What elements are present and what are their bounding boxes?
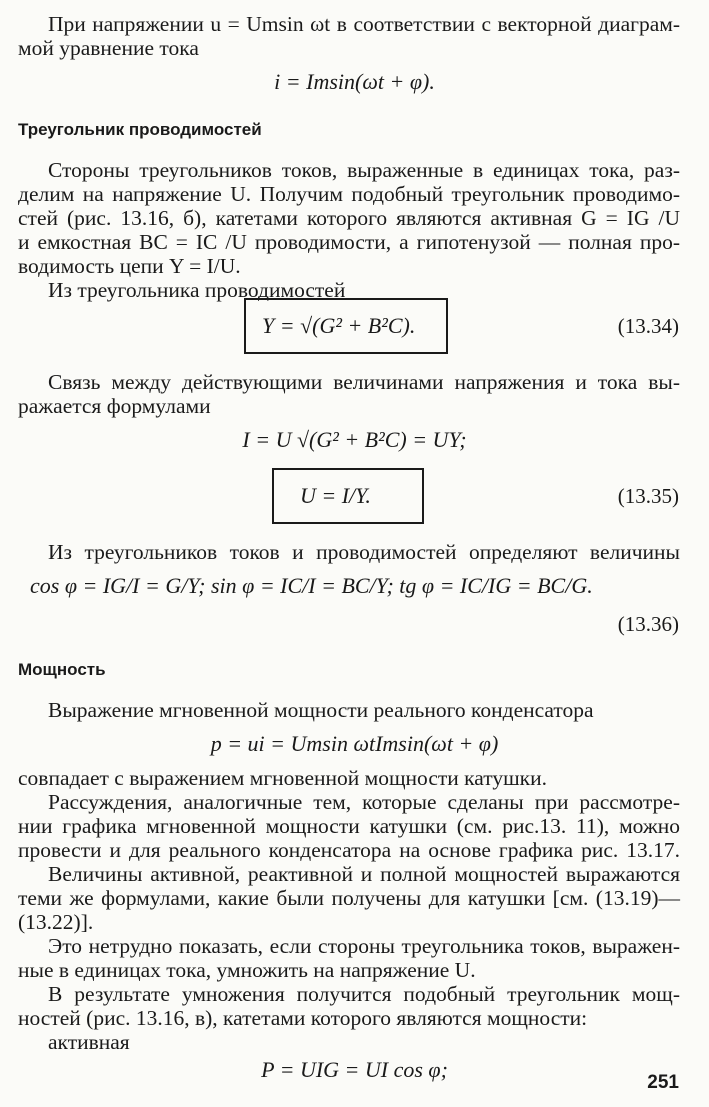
paragraph-line: Связь между действующими величинами напряжения и тока вы- [48, 370, 680, 394]
paragraph-line: стей (рис. 13.16, б), катетами которого являются активная G = IG /U [18, 206, 680, 230]
paragraph-line: Стороны треугольников токов, выраженные в единицах тока, раз- [48, 158, 680, 182]
paragraph-line: В результате умножения получится подобный треугольник мощ- [48, 982, 680, 1006]
equation-number: (13.35) [617, 484, 679, 508]
current-formula: i = Imsin(ωt + φ). [274, 69, 435, 94]
paragraph-line: и емкостная BC = IC /U проводимости, а гипотенузой — полная про- [18, 230, 680, 254]
paragraph-line: водимость цепи Y = I/U. [18, 254, 241, 278]
paragraph-line: Рассуждения, аналогичные тем, которые сделаны при рассмотре- [48, 790, 680, 814]
section-heading-admittance: Треугольник проводимостей [18, 120, 262, 139]
equation-13-35: U = I/Y. [300, 483, 371, 508]
equation-number: (13.36) [617, 612, 679, 636]
paragraph-line: ражается формулами [18, 394, 211, 418]
paragraph-line: провести и для реального конденсатора на основе графика рис. 13.17. [18, 838, 680, 862]
paragraph-line: Из треугольников токов и проводимостей определяют величины [48, 540, 680, 564]
intro-line-2: мой уравнение тока [18, 36, 199, 60]
equation-number: (13.34) [617, 314, 679, 338]
power-formula: p = ui = Umsin ωtImsin(ωt + φ) [210, 731, 499, 756]
paragraph-line: нии графика мгновенной мощности катушки (см. рис.13. 11), можно [18, 814, 680, 838]
paragraph-line: Выражение мгновенной мощности реального конденсатора [48, 698, 594, 722]
section-heading-power: Мощность [18, 660, 106, 679]
intro-line-1: При напряжении u = Umsin ωt в соответствии с векторной диаграм- [48, 12, 680, 36]
paragraph-line: совпадает с выражением мгновенной мощности катушки. [18, 766, 548, 790]
paragraph-line: теми же формулами, какие были получены для катушки [см. (13.19)— [18, 886, 680, 910]
paragraph-line: ностей (рис. 13.16, в), катетами которого являются мощности: [18, 1006, 588, 1030]
active-power-formula: P = UIG = UI cos φ; [261, 1057, 448, 1082]
equation-13-34: Y = √(G² + B²C). [262, 313, 416, 338]
paragraph-line: ные в единицах тока, умножить на напряжение U. [18, 958, 476, 982]
equation-current: I = U √(G² + B²C) = UY; [242, 427, 467, 452]
page-number: 251 [647, 1072, 679, 1093]
equation-13-36: cos φ = IG/I = G/Y; sin φ = IC/I = BC/Y; tg φ = IC/IG = BC/G. [30, 573, 593, 598]
paragraph-line: активная [48, 1030, 130, 1054]
paragraph-line: Из треугольника проводимостей [48, 278, 346, 302]
paragraph-line: (13.22)]. [18, 910, 94, 934]
paragraph-line: Величины активной, реактивной и полной мощностей выражаются [48, 862, 680, 886]
paragraph-line: Это нетрудно показать, если стороны треугольника токов, выражен- [48, 934, 680, 958]
paragraph-line: делим на напряжение U. Получим подобный треугольник проводимо- [18, 182, 680, 206]
